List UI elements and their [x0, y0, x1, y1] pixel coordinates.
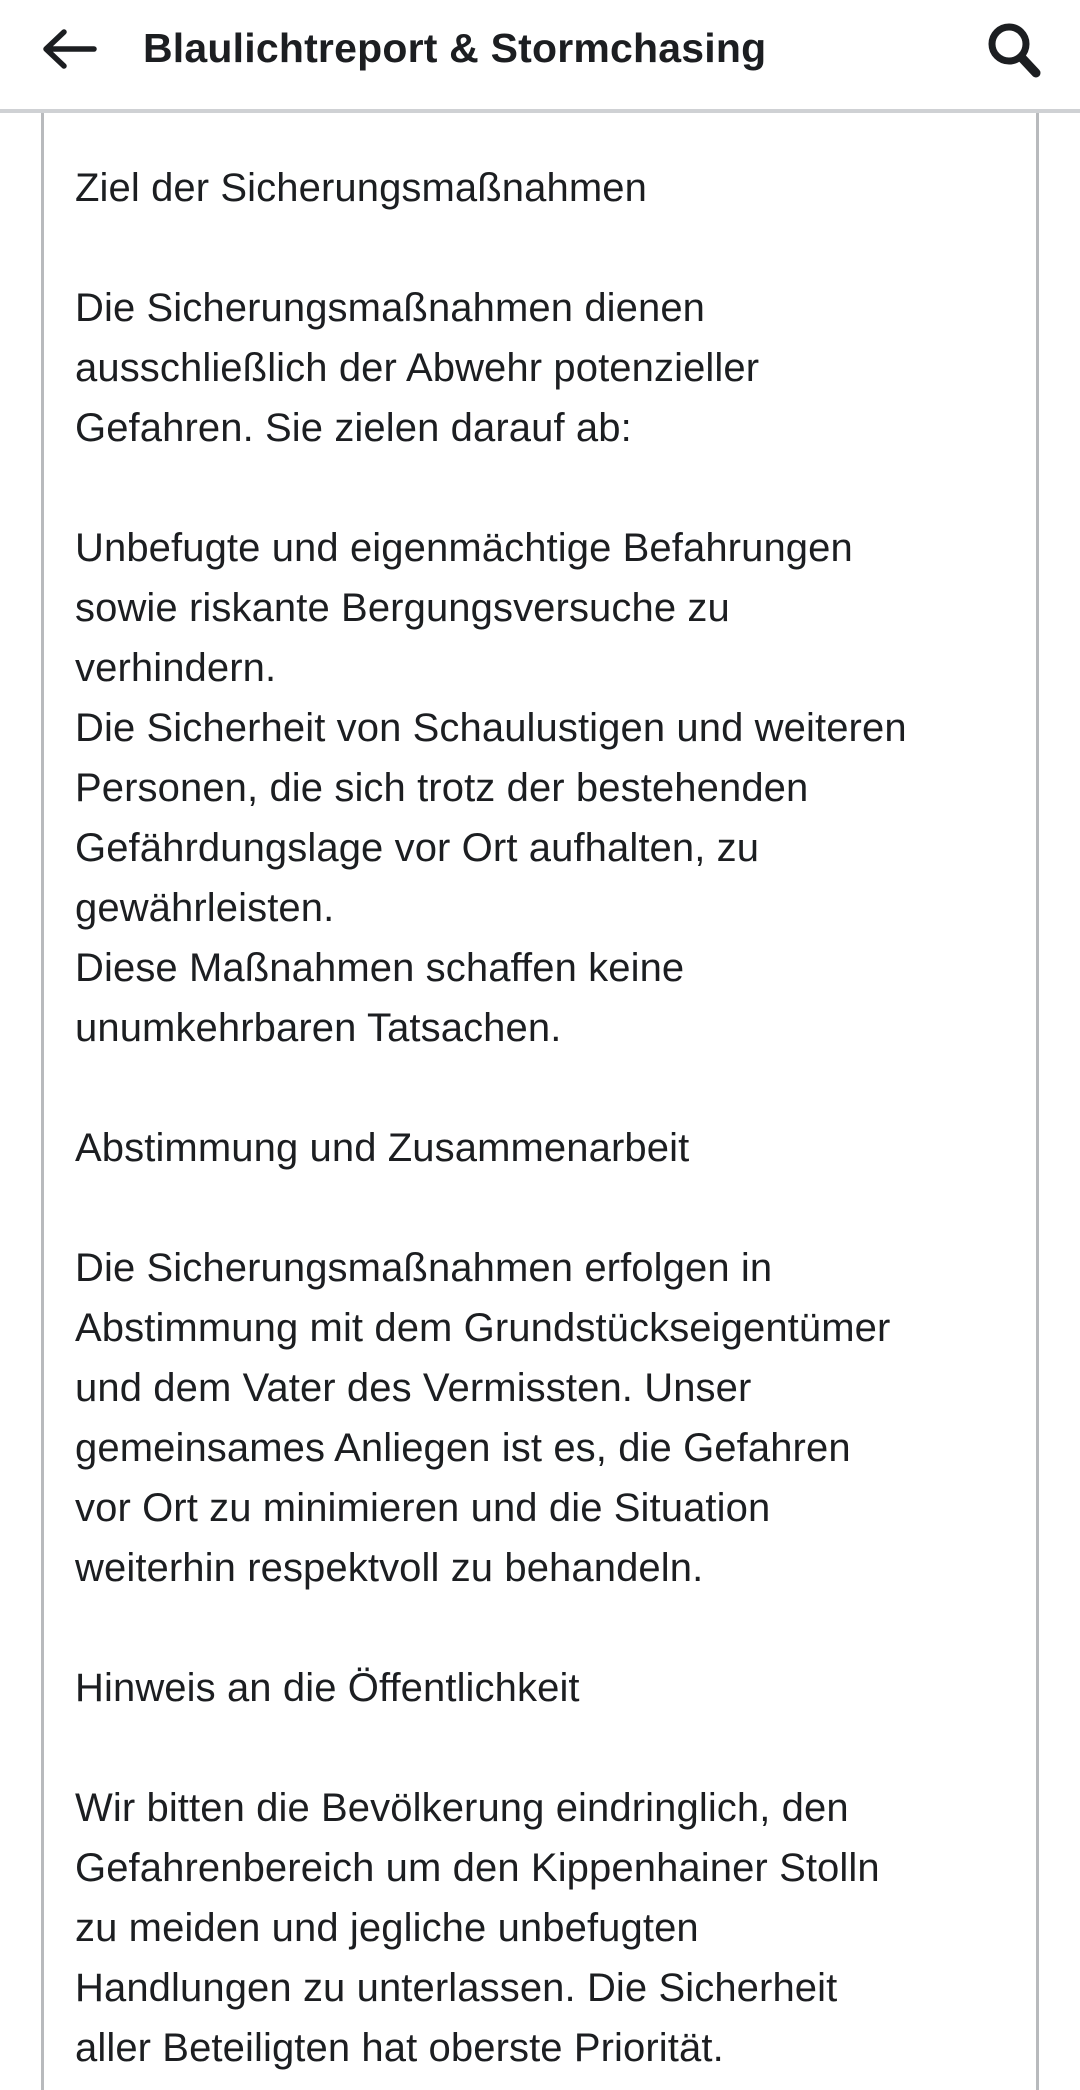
post-text-line: Diese Maßnahmen schaffen keine — [75, 946, 685, 990]
paragraph-spacer — [75, 1718, 1055, 1778]
post-text-line: gewährleisten. — [75, 886, 335, 930]
back-button[interactable] — [34, 18, 104, 80]
paragraph-spacer — [75, 1178, 1055, 1238]
post-text-line: Hinweis an die Öffentlichkeit — [75, 1666, 580, 1710]
post-text-line: Ziel der Sicherungsmaßnahmen — [75, 166, 647, 210]
post-text-line: Abstimmung mit dem Grundstückseigentümer — [75, 1306, 891, 1350]
post-text-line: Personen, die sich trotz der bestehenden — [75, 766, 809, 810]
post-text-line: sowie riskante Bergungsversuche zu — [75, 586, 730, 630]
post-text-line: unumkehrbaren Tatsachen. — [75, 1006, 562, 1050]
paragraph-spacer — [75, 458, 1055, 518]
post-text-line: Handlungen zu unterlassen. Die Sicherheit — [75, 1966, 838, 2010]
post-card — [41, 113, 1039, 2090]
post-text-line: Gefahrenbereich um den Kippenhainer Stolln — [75, 1846, 880, 1890]
post-text-line: Gefahren. Sie zielen darauf ab: — [75, 406, 632, 450]
post-text-line: gemeinsames Anliegen ist es, die Gefahren — [75, 1426, 851, 1470]
post-text-line: weiterhin respektvoll zu behandeln. — [75, 1546, 704, 1590]
post-text-line: ausschließlich der Abwehr potenzieller — [75, 346, 760, 390]
search-button[interactable] — [978, 14, 1050, 86]
paragraph-spacer — [75, 1058, 1055, 1118]
post-text-line: zu meiden und jegliche unbefugten — [75, 1906, 699, 1950]
top-app-bar — [0, 0, 1080, 113]
post-text-line: Die Sicherheit von Schaulustigen und weiteren — [75, 706, 907, 750]
search-icon — [985, 20, 1043, 80]
page-title: Blaulichtreport & Stormchasing — [143, 25, 767, 71]
post-text-line: vor Ort zu minimieren und die Situation — [75, 1486, 771, 1530]
arrow-left-icon — [40, 28, 98, 70]
post-text-line: Unbefugte und eigenmächtige Befahrungen — [75, 526, 853, 570]
post-text-line: verhindern. — [75, 646, 277, 690]
post-text-line: Gefährdungslage vor Ort aufhalten, zu — [75, 826, 760, 870]
paragraph-spacer — [75, 1598, 1055, 1658]
post-text-line: und dem Vater des Vermissten. Unser — [75, 1366, 752, 1410]
post-text-line: Die Sicherungsmaßnahmen dienen — [75, 286, 706, 330]
post-text-line: Abstimmung und Zusammenarbeit — [75, 1126, 690, 1170]
paragraph-spacer — [75, 218, 1055, 278]
post-text-line: Die Sicherungsmaßnahmen erfolgen in — [75, 1246, 773, 1290]
post-text-line: aller Beteiligten hat oberste Priorität. — [75, 2026, 724, 2070]
post-text-line: Wir bitten die Bevölkerung eindringlich, den — [75, 1786, 849, 1830]
post-body-text — [75, 158, 1055, 2078]
